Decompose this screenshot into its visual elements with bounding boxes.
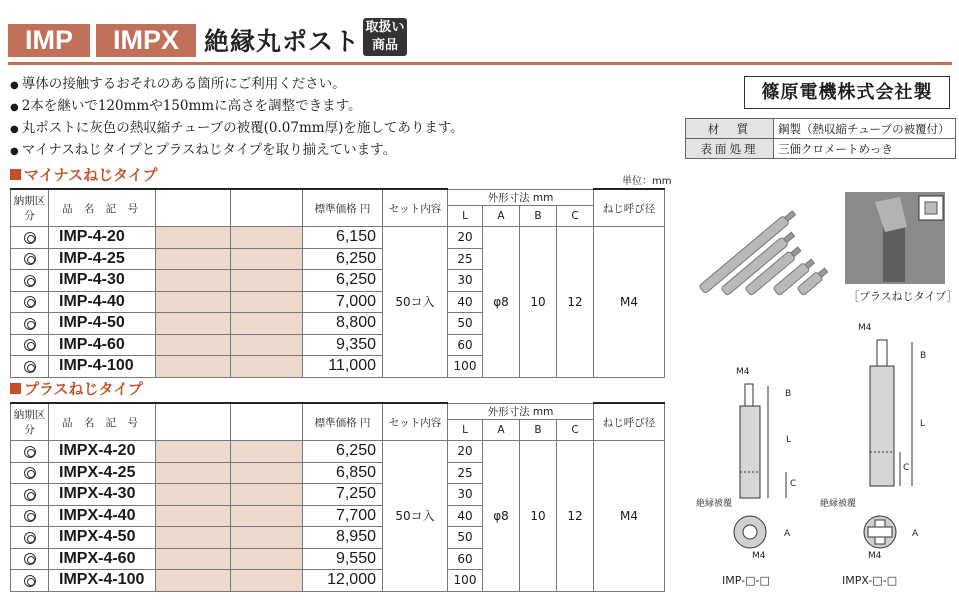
col-nouki: 納期区分 <box>11 189 49 227</box>
label-cover-imp: 絶縁被覆 <box>696 499 733 509</box>
spec-value: 三価クロメートめっき <box>774 139 956 159</box>
spec-key: 表面処理 <box>686 139 774 159</box>
dim-l-cell: 50 <box>448 313 483 335</box>
label-c-imp: C <box>790 479 797 489</box>
label-l-imp: L <box>786 435 792 445</box>
price-cell: 9,550 <box>303 548 383 570</box>
col-C: C <box>557 205 594 227</box>
col-thread: ねじ呼び径 <box>594 403 665 441</box>
price-cell: 12,000 <box>303 570 383 592</box>
blank-cell <box>156 505 231 527</box>
feature-item: ● マイナスねじタイプとプラスねじタイプを取り揃えています。 <box>10 140 464 162</box>
dim-l-cell: 100 <box>448 356 483 378</box>
col-A: A <box>483 419 520 441</box>
handling-tag-line1: 取扱い <box>365 20 405 35</box>
label-c-impx: C <box>903 463 910 473</box>
product-code: IMP-4-25 <box>49 248 156 270</box>
table-row <box>11 227 665 249</box>
blank-cell <box>156 441 231 463</box>
col-blank1 <box>156 189 231 227</box>
product-table-minus <box>10 188 665 378</box>
blank-cell <box>156 462 231 484</box>
label-a-impx: A <box>912 529 919 539</box>
blank-cell <box>231 334 303 356</box>
blank-cell <box>231 484 303 506</box>
label-m4-impx-bottom: M4 <box>868 551 882 561</box>
double-circle-icon <box>24 296 36 308</box>
product-code: IMP-4-60 <box>49 334 156 356</box>
price-cell: 11,000 <box>303 356 383 378</box>
blank-cell <box>231 570 303 592</box>
dim-l-cell: 25 <box>448 248 483 270</box>
delivery-mark <box>11 462 49 484</box>
product-code: IMPX-4-20 <box>49 441 156 463</box>
delivery-mark <box>11 248 49 270</box>
label-l-impx: L <box>920 419 926 429</box>
delivery-mark <box>11 313 49 335</box>
spec-value: 鋼製（熱収縮チューブの被覆付） <box>774 119 956 139</box>
col-A: A <box>483 205 520 227</box>
photo-caption: ［プラスねじタイプ］ <box>848 290 958 303</box>
unit-label: 単位：mm <box>622 176 672 187</box>
blank-cell <box>156 570 231 592</box>
double-circle-icon <box>24 446 36 458</box>
set-cell: 50コ入 <box>383 227 448 378</box>
col-nouki: 納期区分 <box>11 403 49 441</box>
thread-cell: M4 <box>594 441 665 592</box>
price-cell: 7,250 <box>303 484 383 506</box>
col-L: L <box>448 205 483 227</box>
product-code: IMP-4-30 <box>49 270 156 292</box>
label-m4-impx: M4 <box>858 323 872 333</box>
price-cell: 9,350 <box>303 334 383 356</box>
double-circle-icon <box>24 253 36 265</box>
col-dims: 外形寸法 mm <box>448 403 594 419</box>
dim-l-cell: 40 <box>448 291 483 313</box>
product-code: IMPX-4-50 <box>49 527 156 549</box>
blank-cell <box>156 270 231 292</box>
dim-a-cell: φ8 <box>483 441 520 592</box>
blank-cell <box>231 462 303 484</box>
section-title-minus: マイナスねじタイプ <box>10 164 157 185</box>
dim-a-cell: φ8 <box>483 227 520 378</box>
col-set: セット内容 <box>383 403 448 441</box>
double-circle-icon <box>24 575 36 587</box>
product-code: IMP-4-20 <box>49 227 156 249</box>
blank-cell <box>231 291 303 313</box>
col-dims: 外形寸法 mm <box>448 189 594 205</box>
double-circle-icon <box>24 232 36 244</box>
double-circle-icon <box>24 489 36 501</box>
feature-item: ● 2本を継いで120mmや150mmに高さを調整できます。 <box>10 96 464 118</box>
double-circle-icon <box>24 339 36 351</box>
handling-tag-line2: 商品 <box>371 38 398 53</box>
label-imp: IMP-□-□ <box>722 574 770 587</box>
spec-key: 材 質 <box>686 119 774 139</box>
col-C: C <box>557 419 594 441</box>
series-badge-impx: IMPX <box>96 24 196 57</box>
label-b-impx: B <box>920 351 927 361</box>
col-blank2 <box>231 403 303 441</box>
dim-l-cell: 20 <box>448 227 483 249</box>
blank-cell <box>156 313 231 335</box>
spec-table <box>685 118 956 159</box>
blank-cell <box>156 334 231 356</box>
feature-item: ● 導体の接触するおそれのある箇所にご利用ください。 <box>10 74 464 96</box>
col-code: 品 名 記 号 <box>49 189 156 227</box>
col-blank2 <box>231 189 303 227</box>
delivery-mark <box>11 527 49 549</box>
feature-list <box>10 74 464 162</box>
blank-cell <box>156 248 231 270</box>
blank-cell <box>231 505 303 527</box>
label-b-imp: B <box>785 389 792 399</box>
dim-l-cell: 60 <box>448 548 483 570</box>
price-cell: 7,700 <box>303 505 383 527</box>
price-cell: 8,800 <box>303 313 383 335</box>
manufacturer-box: 篠原電機株式会社製 <box>744 76 950 109</box>
price-cell: 6,850 <box>303 462 383 484</box>
product-code: IMPX-4-100 <box>49 570 156 592</box>
technical-drawing <box>690 322 955 612</box>
delivery-mark <box>11 334 49 356</box>
double-circle-icon <box>24 467 36 479</box>
col-B: B <box>520 205 557 227</box>
label-m4-imp-bottom: M4 <box>752 551 766 561</box>
blank-cell <box>156 227 231 249</box>
product-code: IMPX-4-60 <box>49 548 156 570</box>
blank-cell <box>156 527 231 549</box>
delivery-mark <box>11 484 49 506</box>
price-cell: 7,000 <box>303 291 383 313</box>
col-price: 標準価格 円 <box>303 189 383 227</box>
dim-l-cell: 30 <box>448 484 483 506</box>
blank-cell <box>231 248 303 270</box>
series-badge-imp: IMP <box>8 24 90 57</box>
blank-cell <box>156 548 231 570</box>
double-circle-icon <box>24 510 36 522</box>
dim-l-cell: 25 <box>448 462 483 484</box>
product-code: IMPX-4-30 <box>49 484 156 506</box>
product-code: IMP-4-40 <box>49 291 156 313</box>
double-circle-icon <box>24 275 36 287</box>
feature-item: ● 丸ポストに灰色の熱収縮チューブの被覆(0.07mm厚)を施してあります。 <box>10 118 464 140</box>
blank-cell <box>156 356 231 378</box>
delivery-mark <box>11 441 49 463</box>
delivery-mark <box>11 570 49 592</box>
dim-l-cell: 30 <box>448 270 483 292</box>
price-cell: 6,250 <box>303 441 383 463</box>
delivery-mark <box>11 356 49 378</box>
set-cell: 50コ入 <box>383 441 448 592</box>
price-cell: 6,250 <box>303 270 383 292</box>
delivery-mark <box>11 227 49 249</box>
dim-b-cell: 10 <box>520 441 557 592</box>
product-table-plus <box>10 402 665 592</box>
col-set: セット内容 <box>383 189 448 227</box>
col-blank1 <box>156 403 231 441</box>
price-cell: 6,150 <box>303 227 383 249</box>
handling-tag <box>363 18 407 56</box>
page-title: 絶縁丸ポスト <box>204 27 361 56</box>
dim-l-cell: 20 <box>448 441 483 463</box>
dim-c-cell: 12 <box>557 441 594 592</box>
section-title-plus: プラスねじタイプ <box>10 378 143 399</box>
label-a-imp: A <box>784 529 791 539</box>
delivery-mark <box>11 270 49 292</box>
price-cell: 6,250 <box>303 248 383 270</box>
table-row <box>11 441 665 463</box>
dim-l-cell: 40 <box>448 505 483 527</box>
blank-cell <box>231 270 303 292</box>
col-thread: ねじ呼び径 <box>594 189 665 227</box>
delivery-mark <box>11 505 49 527</box>
header-divider <box>8 62 952 65</box>
double-circle-icon <box>24 532 36 544</box>
blank-cell <box>231 548 303 570</box>
product-code: IMPX-4-40 <box>49 505 156 527</box>
blank-cell <box>156 291 231 313</box>
delivery-mark <box>11 548 49 570</box>
col-L: L <box>448 419 483 441</box>
dim-l-cell: 100 <box>448 570 483 592</box>
price-cell: 8,950 <box>303 527 383 549</box>
delivery-mark <box>11 291 49 313</box>
label-cover-impx: 絶縁被覆 <box>820 499 857 509</box>
product-code: IMPX-4-25 <box>49 462 156 484</box>
dim-l-cell: 50 <box>448 527 483 549</box>
col-price: 標準価格 円 <box>303 403 383 441</box>
blank-cell <box>231 313 303 335</box>
thread-cell: M4 <box>594 227 665 378</box>
product-photo <box>682 192 842 304</box>
double-circle-icon <box>24 318 36 330</box>
double-circle-icon <box>24 553 36 565</box>
product-code: IMP-4-100 <box>49 356 156 378</box>
blank-cell <box>231 227 303 249</box>
blank-cell <box>156 484 231 506</box>
blank-cell <box>231 356 303 378</box>
dim-l-cell: 60 <box>448 334 483 356</box>
blank-cell <box>231 527 303 549</box>
blank-cell <box>231 441 303 463</box>
dim-c-cell: 12 <box>557 227 594 378</box>
product-code: IMP-4-50 <box>49 313 156 335</box>
label-impx: IMPX-□-□ <box>842 574 898 587</box>
screw-detail-photo <box>845 192 945 284</box>
double-circle-icon <box>24 361 36 373</box>
col-B: B <box>520 419 557 441</box>
dim-b-cell: 10 <box>520 227 557 378</box>
label-m4-imp: M4 <box>736 367 750 377</box>
col-code: 品 名 記 号 <box>49 403 156 441</box>
